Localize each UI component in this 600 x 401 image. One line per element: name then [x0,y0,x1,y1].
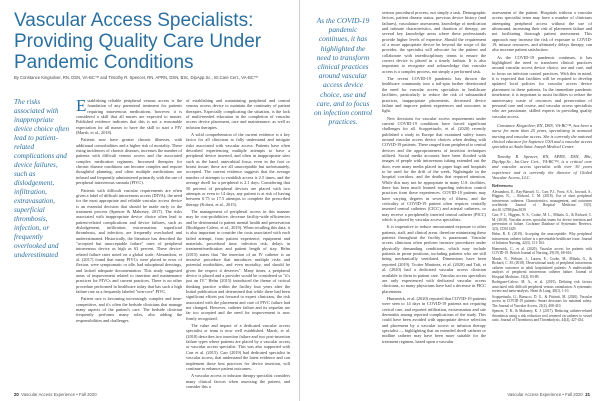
folio-left: 20 Vascular Access Experience • Fall 2020 [14,392,97,397]
page-number: 20 [14,392,19,397]
references-list [492,190,592,323]
reference-item: Alexandrou, E., Ray-Barruel, G., Carr, P.J., Frost, S.A., Inwood, S., Higgins, N., ... Rickard, C. M. (2018). Use of short peripheral intravenous catheters: Characteristics, management, and outcomes worldwide. Journal of Hospital Medicine, 13(5). doi:10.12788/jhm.3039 [492,189,592,212]
reference-item: Helm, R. E. (2019). Accepting the unacceptable: Why peripheral intravenous catheter failure is a preventable healthcare issue. Journal of Infusion Nursing, 42(3), 151-164. [492,232,592,246]
journal-name: Vascular Access Experience [21,392,76,397]
pull-quote-right: As the COVID-19 pandemic continues, it has highlighted the need to transform clinical practices around vascular access device choice, use and care, and to focus on infection control practices. [313,16,373,127]
reference-item: Marsh, N., Webster, J., Larsen, E., Cooke, M., Mihala, G., & Rickard, C. M. (2018). Observational study of peripheral intravenous catheter outcomes in adult hospitalized patients: A multivariable analysis of peripheral intravenous catheter failure. Journal of Hospital Medicine, 13(2), 83-89. [492,256,592,279]
drop-cap: E [76,96,87,115]
paragraph: Humenick, et al. (2020) reported that COVID-19 patients were seen to 14 days in COVID-19 patients not requiring critical care, and reported infiltration, extravasation and site dermatitis among reported complications of the study. This could have been avoided with appropriate device selection and placement by a vascular access or infusion therapy specialist — highlighting that an extended dwell catheter or midline catheter may have been more suitable for the treatment regimen, based upon a vascular [382,295,486,344]
paragraph: The value and impact of a dedicated vascular access specialist or team is now well established. Marsh, et al. (2018) describes two insertion failure and two post-insertion failure types where patients are placed by a vascular access or vascular access specialist. This was also supported with Carr et al. (2015). Carr (2019) had dedicated specialist in vascular access, that understand the latest evidence and can implement those best practices for device insertion, will continue to enhance patient outcomes. [186,323,290,371]
reference-item: Humenick, C., et al. (2020). Vascular access for patients with COVID-19. British Journal of Nursing, 29(19), S8-S16. [492,246,592,256]
paragraph: of establishing and maintaining peripheral and central venous access device to maintain the continuity of patient therapies. Especially complicating the situation, is the lack of multi-needed education in the completion of vascular access device placement, care and maintenance, as well as infusion therapies. [186,98,290,130]
page-number: 21 [585,392,590,397]
paragraph: The management of peripheral access in this manner may be cost-prohibitive, decrease facility-wide efficiencies and be detrimental to patient mental health and preservation (Rodríguez-Calero, et al., 2019). When recalling this data, it is also important to consider the costs associated with each failed attempt, from patient experience, equipment and materials, procedural time, infection risk, delays in treatment/medication and patient length of stay. Helm (2015) states that "the insertion of an IV catheter is an invasive procedure that introduces multiple risks and potential morbidities, and even mortality, and should be given the respect it deserves". Many times, a peripheral device is placed and a provider would be considered so "it's just an IV." Helm (2015) introduced the theme of critical thinking practice within the facility four years after the Initial publication and determined that while there had been significant efforts put forward to expert clinicians, the risk associated with the placement and care of PIVC failure had not changed. However, catheter failure and its sequelae are far too accepted and the need for improvement is now firmly recognized. [186,208,290,321]
paragraph: serious procedural process, not simply a task. Demographic factors, patient disease status, previous device history (and failures), vasculature assessment, knowledge of medication and infusate characteristics, and duration of therapy, are several key knowledge areas where these professionals provide higher levels of expertise. Should the requirement of a more appropriate device be beyond the scope of the provider, the specialist will advocate for the patient and collaborate with interdisciplinary teams to ensure the correct device is placed in a timely fashion. It is also important to recognize and acknowledge that vascular access is a complex process, not simply a performed task. [382,10,486,74]
body-column-3 [382,10,486,388]
author-byline: By Constance Kingsolver, RN, DSN, VA-BC™ and Timothy R. Spencer, RN, APRN, DSN, BSc, DipApp.Sc., Int.Care Cert., VA-BC™ [14,75,258,80]
author-bio: Constance Kingsolver, RN, DSN, VA-BC™, has been a nurse for more than 25 years, specializing in neonatal nursing and vascular access. She is currently the national clinical educator for Sapience USA and a vascular access specialist at Anda Saint Joseph Medical Center. [492,122,592,150]
issue-label: Fall 2020 [565,392,583,397]
paragraph: As the COVID-19 pandemic continues, it has highlighted the need to transform clinical practices around vascular access device choice, use and care, and to focus on infection control practices. With this in mind, it is expected that facilities will be required to develop updated local policies for vascular access device placement in these patients. In the immediate pandemic timeframe, it is important to assist facilities to reduce the unnecessary waste of resources and preservation of personal care and course, and vascular access specialists who are passionate, skilled experts in providing quality vascular access. [492,54,592,119]
paragraph: assessment of the patient. Hospitals without a vascular access specialist team may have a number of clinicians attempting peripheral access without the use of ultrasound, increasing their risk of placement failure and not facilitating thorough patient assessment. This approach may increase the risk of exposure to COVID-19, misuse resources, and ultimately delays therapy, can also increase patient satisfaction. [492,10,592,53]
paragraph: A vascular access or infusion therapy specialist considers many clinical factors when assessing the patient, and consider this a [186,373,290,389]
author-bio: Timothy R. Spencer, RN, APRN, DSN, BSc, DipApp.Sc., Int.Care Cert., VA-BC™, is a critical care and vascular access specialist with over 30 years experience and is currently the director of Global Vascular Access, LLC. [492,153,592,180]
references-heading: References: [492,183,514,189]
paragraph: New decisions for vascular access requirements under current COVID-19 conditions have forced significant challenges for all. Scoppettuolo, et al. (2020) recently published a study in Europe that examined safety issues around vascular access device choices when dealing with COVID-19 patients. These ranged from peripheral to central devices and the appropriateness of insertion techniques utilized. Social media accounts have been flooded with images of people with intravenous tubing extended out the door, even many media placed in paper bags and hospitals to be used for the drift of the week, Nightingale in the hospital corridors, and the deaths that required attention. While this may not be appropriate in many U.S. facilities, there has been much learned regarding infection control practices from these experiences. COVID-19 patients may have varying degrees in severity of illness, and the criticality of COVID-19 patient often requires centrally inserted central catheters (CICC) and arterial catheters, or may receive a peripherally inserted central catheter (PICC) which is placed by vascular access specialists. [382,115,486,223]
body-column-2 [186,98,290,389]
pull-quote-left: The risks associated with inappropriate device choice often lead to patient-related complications and device failures, such as dislodgement, infiltration, extravasation, superficial thrombosis, infection, or frequently overlooked and underestimated [14,98,70,259]
reference-item: Spencer, T. R., & Mahoney, K. J. (2017). Reducing catheter-related thrombosis using a risk reduction tool centered on catheter to vessel ratio. Journal of Thrombosis and Thrombolysis, 44(4), 427-434. [492,309,592,323]
folio-right: Vascular Access Experience • Fall 2020 21 [507,392,590,397]
right-page [300,0,600,401]
body-column-1 [76,98,182,386]
paragraph: A solid comprehension of the current evidence is a key factor for all clinicians to fully understand and mitigate risks associated with vascular access. Patients have often described experiencing multiple attempts to have a peripheral device inserted, and often in inappropriate sites such as the hand, antecubital fossa, even in the foot or breast tissue; these are all unacceptable but unfortunately, accepted. The current evidence suggests that the average number of attempts to establish access is 2.5 times, and the average dwell for a peripheral is 2.1 days. Considering that 50 percent of peripheral devices are placed with two attempts or even to 14 days, any patient is at risk of having between 0.75 to 17.5 attempts to complete the prescribed therapy (Kobert, et al., 2015). [186,132,290,207]
issue-label: Fall 2020 [78,392,97,397]
paragraph: Patients with difficult vascular requirements are often given a label of difficult intravenous access (DIVA); the need for the most appropriate and reliable vascular access device is an essential decision that should be made early in the treatment process (Spencer & Mahoney, 2017). The risks associated with inappropriate device choice often lead to patient-related complications and device failures, such as dislodgement, infiltration, extravasation, superficial thrombosis, and infection, are frequently overlooked and underestimated. Historically, the literature has described the "accepted but unacceptable failure" rates of peripheral intravenous device as high as 63 percent. These device-related failure rates noted on a global scale, Alexandrou, et al. (2017) found that many PIVCs were placed in error of flexion, were symptomatic or idle, had suboptimal dressings, and lacked adequate documentation. This study suggested areas of improvement related to insertion and maintenance practices for PIVCs and current practices. There is no other procedure performed in healthcare today that has such a high failure rate as a frequently labeled "non-core" PIVC. [76,187,182,295]
reference-item: Scoppettuolo, G., Biasucci, D. G., & Pittiruti, M. (2020). Vascular access in COVID-19 patients: Smart decisions for maximal safety. The Journal of Vascular Access, 21(4), 408-410. [492,294,592,308]
reference-item: Carr, P. J., Higgins, N. S., Cooke, M. L., Mihala, G., & Rickard, C. M. (2018). Vascular access specialist teams for device insertion and prevention of failure. Cochrane Database of Systematic Reviews, 3(3), CD011429. [492,213,592,231]
paragraph: It is imperative to reduce unwarranted exposure to other patients, staff, and clinical areas, therefore minimizing these patients throughout the facility is paramount. Vascular access clinicians often perform invasive procedures under physically demanding conditions, which may include patients in prone positions, including patients who are still being mechanically ventilated. Dimensions have been reported (2019). Trotter Martinez, et al. (2020) and Taft, et al. (2020) had a dedicated vascular access clinician available to them in patient care. Vascular access specialists are only experienced with dedicated vascular access clinicians, so many physicians have had a decrease in PICC placements. [382,224,486,294]
journal-name: Vascular Access Experience [507,392,562,397]
paragraph: Patients now have greater chronic illnesses, with additional comorbidities and a higher risk of mortality. These rising incidences of chronic diseases, increases the number of patients with difficult venous access and the associated complex medication regimens. Increased therapies for chronic disease conditions can become complex and require thoughtful planning, and often multiple medications are infused and frequently administered primarily with the use of peripheral intravenous cannula (PIVC). [76,137,182,186]
reference-item: Rodríguez-Calero, M. A., et al. (2019). Defining risk factors associated with difficult peripheral venous cannulation: A systematic review and meta-analysis. Heart & Lung, 48(1), 1-10. [492,280,592,294]
article-title: Vascular Access Specialists: Providing Quality Care Under Pandemic Conditions [14,10,262,73]
paragraph: Patient care is becoming increasingly complex and time-competitive, and it's often the bedside clinicians that manage many aspects of the patient's care. The bedside clinician frequently performs many roles, also adding the responsibilities and challenges [76,296,182,323]
paragraph: Establishing reliable peripheral venous access is the foundation of any parenteral treatment for patients requiring intravenous medications, however, it is considered a skill that all nurses are expected to master. Published evidence indicates that this is not a reasonable expectation for all nurses to have the skill to start a PIV (Marsh, et al., 2018). [76,96,182,136]
body-column-4 [492,10,592,388]
paragraph: The recent COVID-19 pandemic has thrown the healthcare community into a tail-spin further deteriorated the need for vascular access specialists in healthcare facilities, particularly to reduce the risk of substandard practices, inappropriate placements, decreased device failure and improve patient experiences and outcomes in light. [382,76,486,114]
